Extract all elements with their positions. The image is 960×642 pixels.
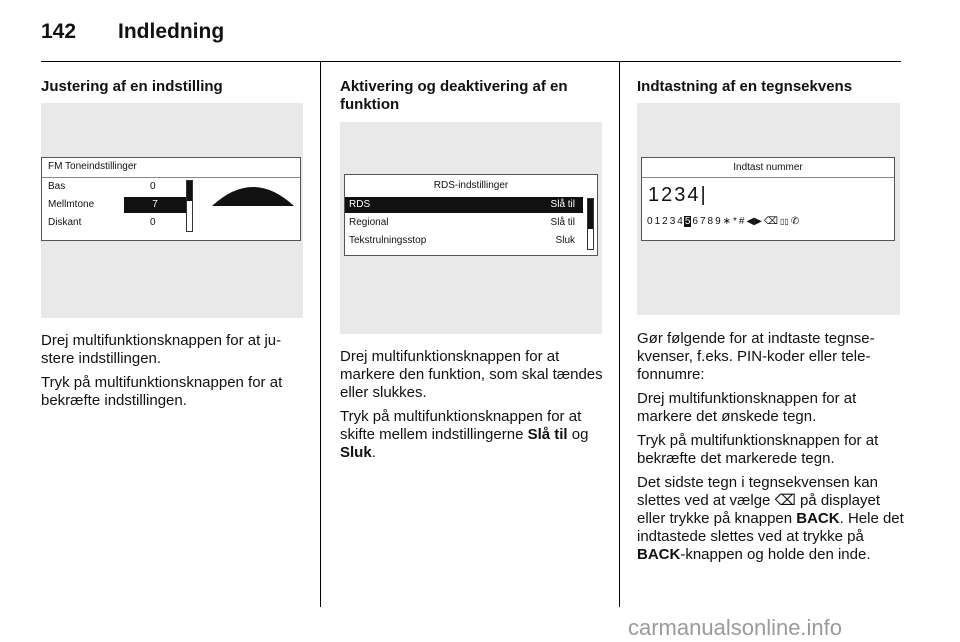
paragraph: Drej multifunktionsknappen for at justere indstillingen. — [41, 332, 282, 367]
display-rds — [344, 174, 598, 256]
display-number-entry — [641, 157, 895, 241]
key-6: 6 — [692, 216, 698, 227]
column-3 — [637, 78, 905, 96]
section-heading: Aktivering og deaktivering af en funktion — [340, 78, 568, 113]
paragraph: Drej multifunktionsknappen for at markere det ønskede tegn. — [637, 390, 857, 425]
column-1 — [41, 78, 309, 96]
key-1: 1 — [654, 216, 661, 227]
key-hash: # — [738, 216, 745, 227]
watermark: carmanualsonline.info — [628, 615, 843, 640]
column-2-body — [340, 348, 608, 468]
display-title: FM Toneindstillinger — [48, 161, 137, 172]
column-3-body — [637, 330, 905, 570]
character-keypad — [646, 216, 800, 227]
section-heading: Justering af en indstilling — [41, 78, 223, 95]
key-star: * — [733, 216, 737, 227]
paragraph: Tryk på multifunktionsknappen for at skifte mellem indstillingerne Slå til og Sluk. — [340, 408, 589, 461]
page-title: Indledning — [118, 20, 225, 43]
display-title: Indtast nummer — [733, 162, 803, 173]
scrollbar — [186, 180, 193, 232]
key-0: 0 — [647, 216, 653, 227]
key-7: 7 — [699, 216, 706, 227]
column-2 — [340, 78, 608, 114]
screen-figure-2 — [340, 122, 602, 334]
display-title-rule — [642, 177, 894, 178]
list-item: Mellmtone 7 — [42, 197, 186, 213]
column-1-body — [41, 332, 309, 416]
key-4: 4 — [677, 216, 683, 227]
backspace-icon: ⌫ — [763, 216, 779, 227]
key-2: 2 — [662, 216, 668, 227]
paragraph: Drej multifunktionsknappen for at markere den funktion, som skal tændes eller slukkes. — [340, 348, 603, 401]
screen-figure-3 — [637, 103, 900, 315]
key-5-selected: 5 — [684, 216, 691, 227]
section-heading: Indtastning af en tegnsekvens — [637, 78, 853, 95]
key-8: 8 — [707, 216, 714, 227]
list-item: Bas 0 — [48, 181, 156, 192]
list-item: RDS Slå til — [345, 197, 583, 213]
paragraph: Gør følgende for at indtaste tegnsekvenser, f.eks. PIN-koder eller telefonnumre: — [637, 330, 875, 383]
column-divider-1 — [320, 62, 321, 607]
key-9: 9 — [715, 216, 721, 227]
paragraph: Tryk på multifunktionsknappen for at bekræfte det markerede tegn. — [637, 432, 879, 467]
selected-value: 7 — [124, 197, 186, 213]
page-number: 142 — [41, 20, 77, 43]
display-title: RDS-indstillinger — [433, 180, 509, 191]
list-item: Tekstrulningsstop Sluk — [349, 235, 575, 246]
column-divider-2 — [619, 62, 620, 607]
display-fm-tone — [41, 157, 301, 241]
backspace-icon: ⌫ — [774, 492, 796, 509]
paragraph: Tryk på multifunktionsknappen for at bekræfte indstillingen. — [41, 374, 283, 409]
scrollbar — [587, 198, 594, 250]
cursor-arrows-icon: ◀▶ — [746, 216, 762, 227]
tone-curve-graphic — [206, 174, 300, 206]
phone-icon: ✆ — [790, 216, 800, 227]
list-item: Diskant 0 — [48, 217, 156, 228]
list-item: Regional Slå til — [349, 217, 575, 228]
key-3: 3 — [669, 216, 676, 227]
entry-field: 1234| — [648, 184, 708, 206]
header-rule — [41, 61, 901, 62]
screen-figure-1 — [41, 103, 303, 318]
key-asterisk: ∗ — [722, 216, 732, 227]
phonebook-icon: ▯▯ — [780, 217, 789, 226]
paragraph: Det sidste tegn i tegnsekvensen kan slettes ved at vælge ⌫ på displayet eller trykke på knappen BACK. Hele det indtastede slettes ved at trykke på BACK-knappen og holde den inde. — [637, 474, 904, 563]
